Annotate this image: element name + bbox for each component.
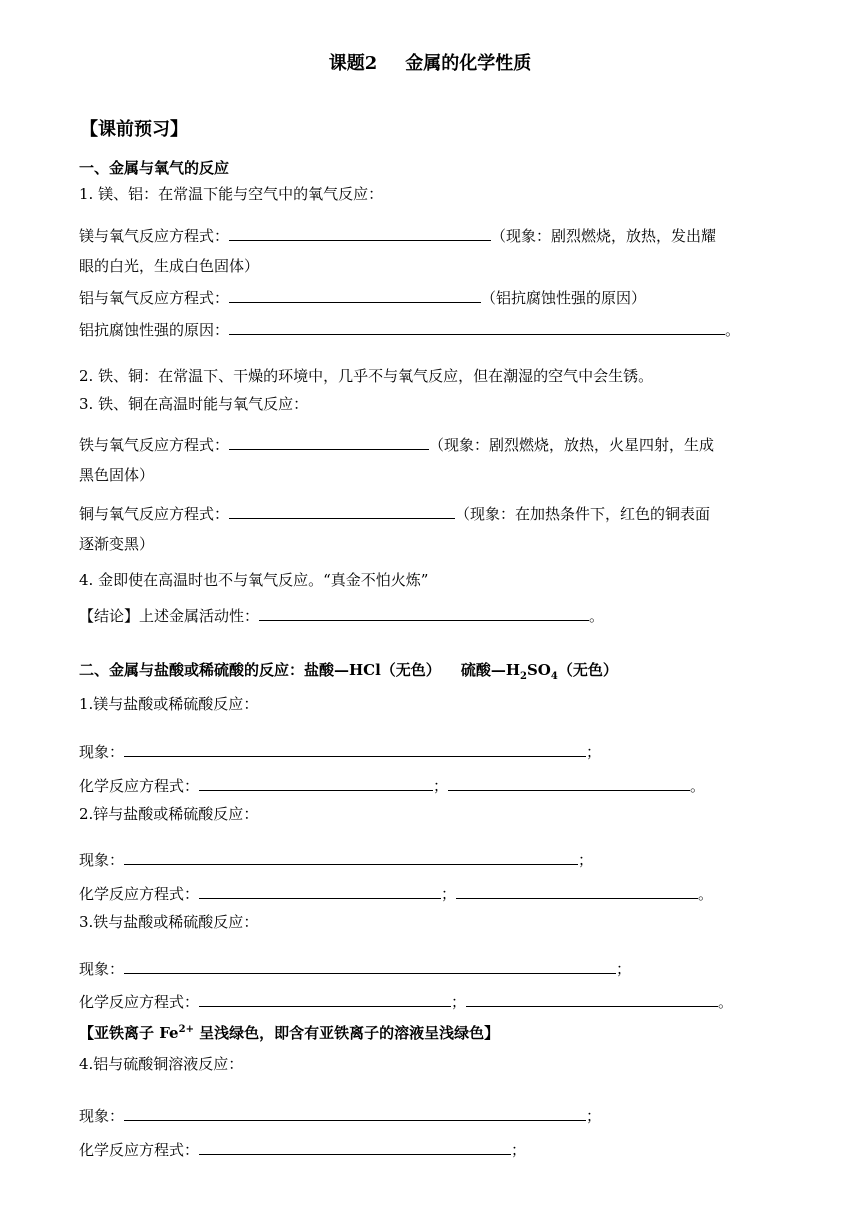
preview-heading: 【课前预习】 xyxy=(80,119,188,140)
al-equation-blank[interactable] xyxy=(199,1138,511,1155)
period: 。 xyxy=(589,607,605,625)
phenomenon-label: 现象： xyxy=(79,743,125,761)
cu-oxygen-blank[interactable] xyxy=(229,502,455,519)
mg-phenomenon-blank[interactable] xyxy=(124,740,586,757)
semicolon: ； xyxy=(433,777,449,795)
subscript: 2 xyxy=(520,671,527,682)
equation-label: 化学反应方程式： xyxy=(79,993,200,1011)
item-fe-acid: 3.铁与盐酸或稀硫酸反应： xyxy=(79,913,259,931)
paragraph: 3. 铁、铜在高温时能与氧气反应： xyxy=(79,395,309,413)
equation-label: 化学反应方程式： xyxy=(79,1141,200,1159)
conclusion-blank[interactable] xyxy=(259,604,589,621)
mg-oxygen-label: 镁与氧气反应方程式： xyxy=(79,227,230,245)
phenomenon-label: 现象： xyxy=(79,960,125,978)
fe-phenomenon-line xyxy=(79,957,631,979)
section-2-heading xyxy=(79,660,618,687)
paragraph: 4. 金即使在高温时也不与氧气反应。“真金不怕火炼” xyxy=(79,571,429,589)
page-title xyxy=(0,54,860,74)
al-oxygen-line xyxy=(79,286,646,308)
mg-oxygen-line xyxy=(79,224,716,246)
semicolon: ； xyxy=(578,851,594,869)
fe-phenomenon-blank[interactable] xyxy=(124,957,616,974)
cu-oxygen-line xyxy=(79,502,710,524)
fe-equation-blank-1[interactable] xyxy=(199,990,451,1007)
section-1-heading: 一、金属与氧气的反应 xyxy=(79,159,230,177)
semicolon: ； xyxy=(441,885,457,903)
paragraph: 1. 镁、铝：在常温下能与空气中的氧气反应： xyxy=(79,185,384,203)
semicolon: ； xyxy=(511,1141,527,1159)
ferrous-note-text-cont: 呈浅绿色，即含有亚铁离子的溶液呈浅绿色】 xyxy=(193,1024,500,1042)
semicolon: ； xyxy=(451,993,467,1011)
mg-oxygen-blank[interactable] xyxy=(229,224,491,241)
mg-oxygen-note-cont: 眼的白光，生成白色固体） xyxy=(79,257,260,275)
fe-oxygen-note: （现象：剧烈燃烧，放热，火星四射，生成 xyxy=(429,436,715,454)
subscript: 4 xyxy=(550,671,558,682)
al-oxygen-blank[interactable] xyxy=(229,286,481,303)
phenomenon-label: 现象： xyxy=(79,851,125,869)
fe-oxygen-label: 铁与氧气反应方程式： xyxy=(79,436,230,454)
al-oxygen-label: 铝与氧气反应方程式： xyxy=(79,289,230,307)
semicolon: ； xyxy=(616,960,632,978)
fe-oxygen-note-cont: 黑色固体） xyxy=(79,466,155,484)
fe-equation-line xyxy=(79,990,733,1012)
period: 。 xyxy=(718,993,734,1011)
conclusion-label: 【结论】上述金属活动性： xyxy=(79,607,260,625)
cu-oxygen-label: 铜与氧气反应方程式： xyxy=(79,505,230,523)
ferrous-ion-note xyxy=(79,1020,499,1043)
zn-equation-blank-1[interactable] xyxy=(199,882,441,899)
equation-label: 化学反应方程式： xyxy=(79,777,200,795)
mg-equation-line xyxy=(79,774,705,796)
lesson-number: 课题2 xyxy=(328,53,378,74)
heading-hcl: 二、金属与盐酸或稀硫酸的反应：盐酸—HCl（无色） xyxy=(79,661,441,679)
mg-oxygen-note: （现象：剧烈燃烧，放热，发出耀 xyxy=(491,227,717,245)
fe-oxygen-blank[interactable] xyxy=(229,433,429,450)
item-mg-acid: 1.镁与盐酸或稀硫酸反应： xyxy=(79,695,259,713)
period: 。 xyxy=(698,885,714,903)
equation-label: 化学反应方程式： xyxy=(79,885,200,903)
mg-phenomenon-line xyxy=(79,740,601,762)
heading-h2so4: 硫酸—H xyxy=(460,661,520,679)
semicolon: ； xyxy=(586,1107,602,1125)
al-reason-blank[interactable] xyxy=(229,318,725,335)
al-reason-label: 铝抗腐蚀性强的原因： xyxy=(79,321,230,339)
period: 。 xyxy=(725,321,741,339)
lesson-title: 金属的化学性质 xyxy=(405,53,532,74)
period: 。 xyxy=(690,777,706,795)
heading-h2so4-color: （无色） xyxy=(557,661,618,679)
mg-equation-blank-1[interactable] xyxy=(199,774,433,791)
paragraph: 2. 铁、铜：在常温下、干燥的环境中，几乎不与氧气反应，但在潮湿的空气中会生锈。 xyxy=(79,367,654,385)
zn-phenomenon-blank[interactable] xyxy=(124,848,578,865)
fe-oxygen-line xyxy=(79,433,714,455)
conclusion-line xyxy=(79,604,604,626)
fe-equation-blank-2[interactable] xyxy=(466,990,718,1007)
al-phenomenon-line xyxy=(79,1104,601,1126)
item-al-cuso4: 4.铝与硫酸铜溶液反应： xyxy=(79,1055,244,1073)
zn-phenomenon-line xyxy=(79,848,593,870)
mg-equation-blank-2[interactable] xyxy=(448,774,690,791)
item-zn-acid: 2.锌与盐酸或稀硫酸反应： xyxy=(79,805,259,823)
al-reason-line xyxy=(79,318,740,340)
semicolon: ； xyxy=(586,743,602,761)
zn-equation-line xyxy=(79,882,713,904)
heading-h2so4-so: SO xyxy=(526,661,551,679)
cu-oxygen-note-cont: 逐渐变黑） xyxy=(79,535,155,553)
cu-oxygen-note: （现象：在加热条件下，红色的铜表面 xyxy=(455,505,711,523)
al-equation-line xyxy=(79,1138,526,1160)
al-phenomenon-blank[interactable] xyxy=(124,1104,586,1121)
zn-equation-blank-2[interactable] xyxy=(456,882,698,899)
al-oxygen-note: （铝抗腐蚀性强的原因） xyxy=(481,289,647,307)
phenomenon-label: 现象： xyxy=(79,1107,125,1125)
ferrous-note-text: 【亚铁离子 Fe xyxy=(79,1024,179,1042)
superscript: 2+ xyxy=(178,1024,194,1035)
